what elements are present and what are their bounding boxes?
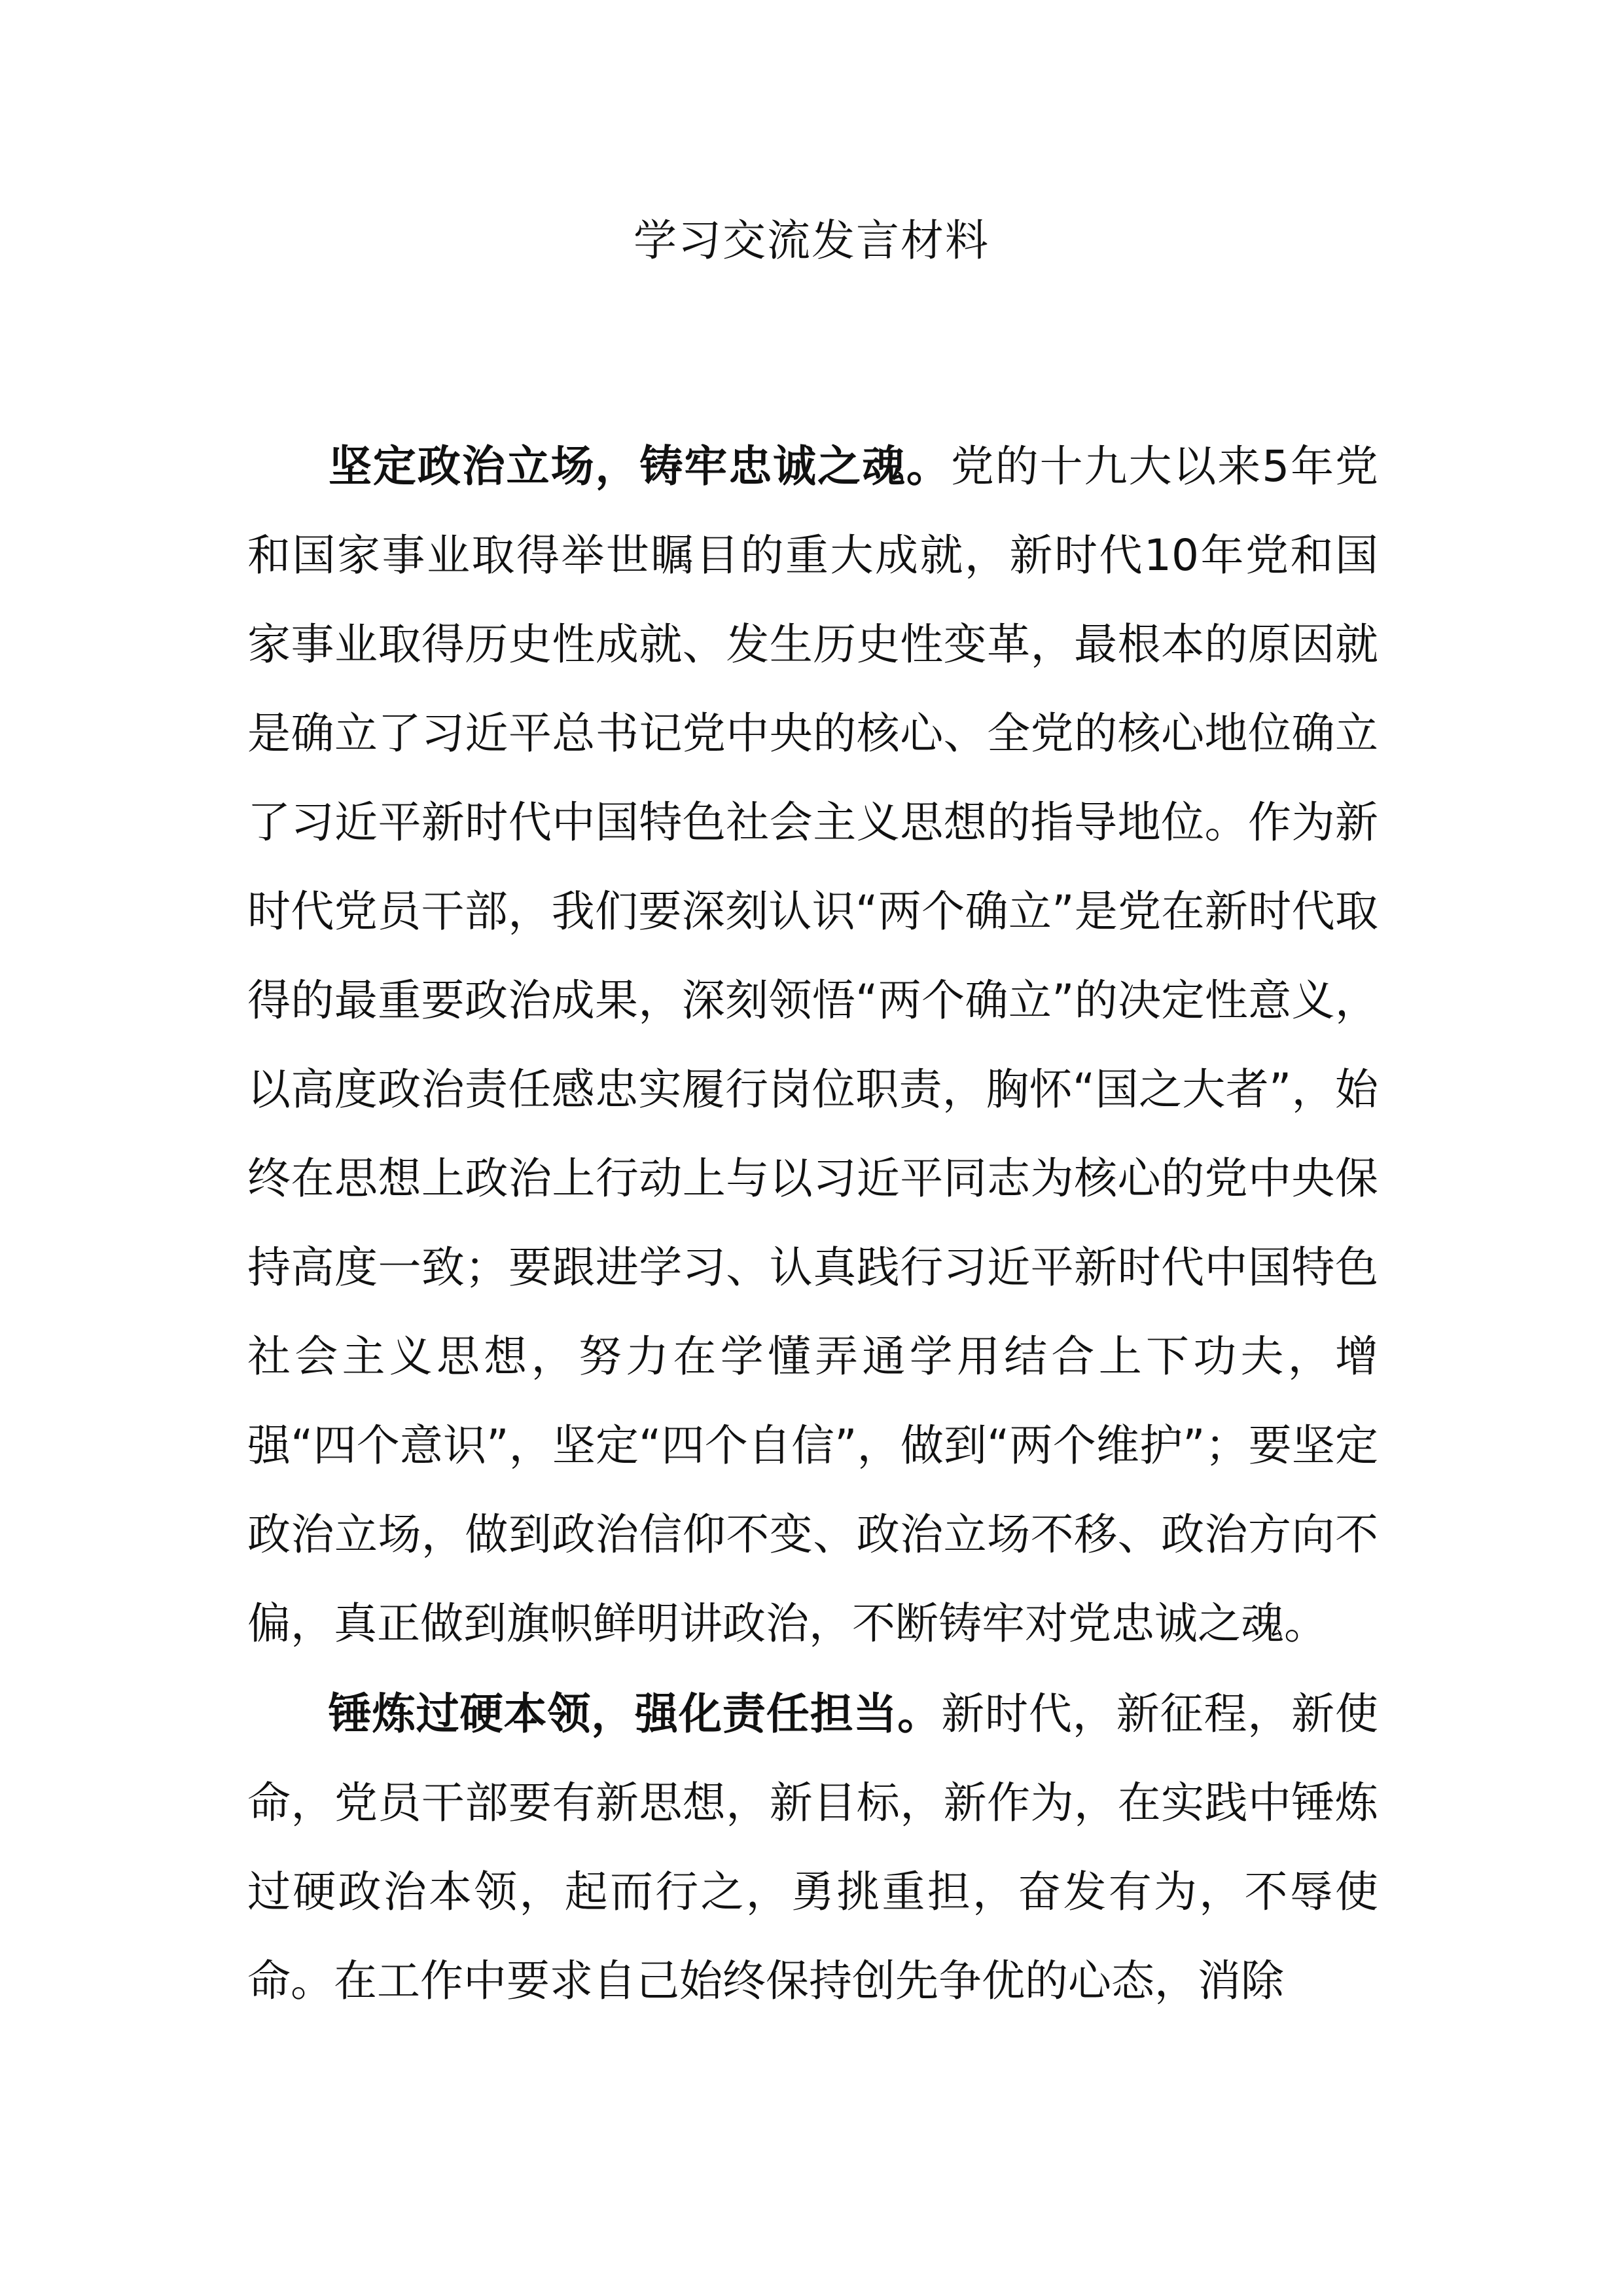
paragraph-text: 新时代，新征程，新使命，党员干部要有新思想，新目标，新作为，在实践中锤炼过硬政治本领，起而行之，勇挑重担，奋发有为，不辱使命。在工作中要求自己始终保持创先争优的心态，消除: [247, 1689, 1379, 2006]
paragraph-heading: 坚定政治立场，铸牢忠诚之魂。: [329, 441, 951, 492]
paragraph-text: 党的十九大以来5年党和国家事业取得举世瞩目的重大成就，新时代10年党和国家事业取得历史性成就、发生历史性变革，最根本的原因就是确立了习近平总书记党中央的核心、全党的核心地位确立了习近平新时代中国特色社会主义思想的指导地位。作为新时代党员干部，我们要深刻认识“两个确立”是党在新时代取得的最重要政治成果，深刻领悟“两个确立”的决定性意义，以高度政治责任感忠实履行岗位职责，胸怀“国之大者”，始终在思想上政治上行动上与以习近平同志为核心的党中央保持高度一致；要跟进学习、认真践行习近平新时代中国特色社会主义思想，努力在学懂弄通学用结合上下功夫，增强“四个意识”，坚定“四个自信”，做到“两个维护”；要坚定政治立场，做到政治信仰不变、政治立场不移、政治方向不偏，真正做到旗帜鲜明讲政治，不断铸牢对党忠诚之魂。: [247, 441, 1379, 1649]
document-body: [247, 422, 1378, 2026]
document-title: 学习交流发言材料: [633, 215, 990, 266]
paragraph-responsibility: [247, 1670, 1378, 2026]
paragraph-political-stance: [247, 422, 1378, 1668]
paragraph-heading: 锤炼过硬本领，强化责任担当。: [329, 1689, 942, 1739]
